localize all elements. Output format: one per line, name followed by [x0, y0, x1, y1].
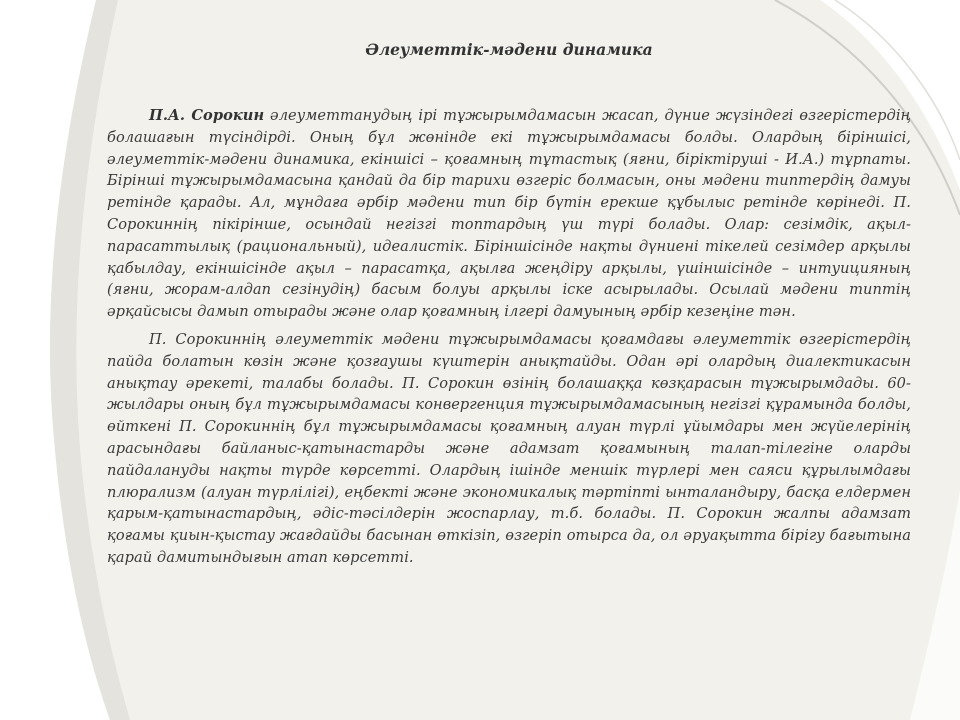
paragraph-2: П. Сорокиннің әлеуметтік мәдени тұжырымдамасы қоғамдағы әлеуметтік өзгерістердің пайда болатын көзін және қозғаушы күштерін анықтайды. Одан әрі олардың диалектикасын анықтау әрекеті, талабы болады. П. Сорокин өзінің болашаққа көзқарасын тұжырымдады. 60-жылдары оның бұл тұжырымдамасы конвергенция тұжырымдамасының негізгі құрамында болды, өйткені П. Сорокиннің бұл тұжырымдамасы қоғамның алуан түрлі ұйымдары мен жүйелерінің арасындағы байланыс-қатынастарды және адамзат қоғамының талап-тілегіне оларды пайдалануды нақты түрде көрсетті. Олардың ішінде меншік түрлері мен саяси құрылымдағы плюрализм (алуан түрлілігі), еңбекті және экономикалық тәртіпті ынталандыру, басқа елдермен қарым-қатынастардың, әдіс-тәсілдерін жоспарлау, т.б. болады. П. Сорокин жалпы адамзат қоғамы қиын-қыстау жағдайды басынан өткізіп, өзгеріп отырса да, ол әруақытта бірігу бағытына қарай дамитындығын атап көрсетті. — [107, 330, 911, 566]
bottom-right-band — [910, 490, 960, 720]
slide-title: Әлеуметтік-мәдени динамика — [365, 40, 653, 59]
slide-content — [107, 40, 911, 575]
paragraph-1 — [107, 105, 911, 323]
paragraph-1-text: әлеуметтанудың ірі тұжырымдамасын жасап, дүние жүзіндегі өзгерістердің болашағын түсіндірді. Оның бұл жөнінде екі тұжырымдамасы болды. Олардың біріншісі, әлеуметтік-мәдени динамика, екіншісі – қоғамның тұтастық (яғни, біріктіруші - И.А.) тұрпаты. Бірінші тұжырымдамасына қандай да бір тарихи өзгеріс болмасын, оны мәдени типтердің дамуы ретінде қарады. Ал, мұндаға әрбір мәдени тип бір бүтін ерекше құбылыс ретінде көрінеді. П. Сорокиннің пікірінше, осындай негізгі топтардың үш түрі болады. Олар: сезімдік, ақыл-парасаттылық (рациональный), идеалистік. Біріншісінде нақты дүниені тікелей сезімдер арқылы қабылдау, екіншісінде ақыл – парасатқа, ақылға жеңдіру арқылы, үшіншісінде – интуицияның (яғни, жорам-алдап сезінудің) басым болуы арқылы іске асырылады. Осылай мәдени типтің әрқайсысы дамып отырады және олар қоғамның ілгері дамуының әрбір кезеңіне тән. — [107, 107, 911, 321]
paragraph-1-lead: П.А. Сорокин — [149, 107, 265, 124]
